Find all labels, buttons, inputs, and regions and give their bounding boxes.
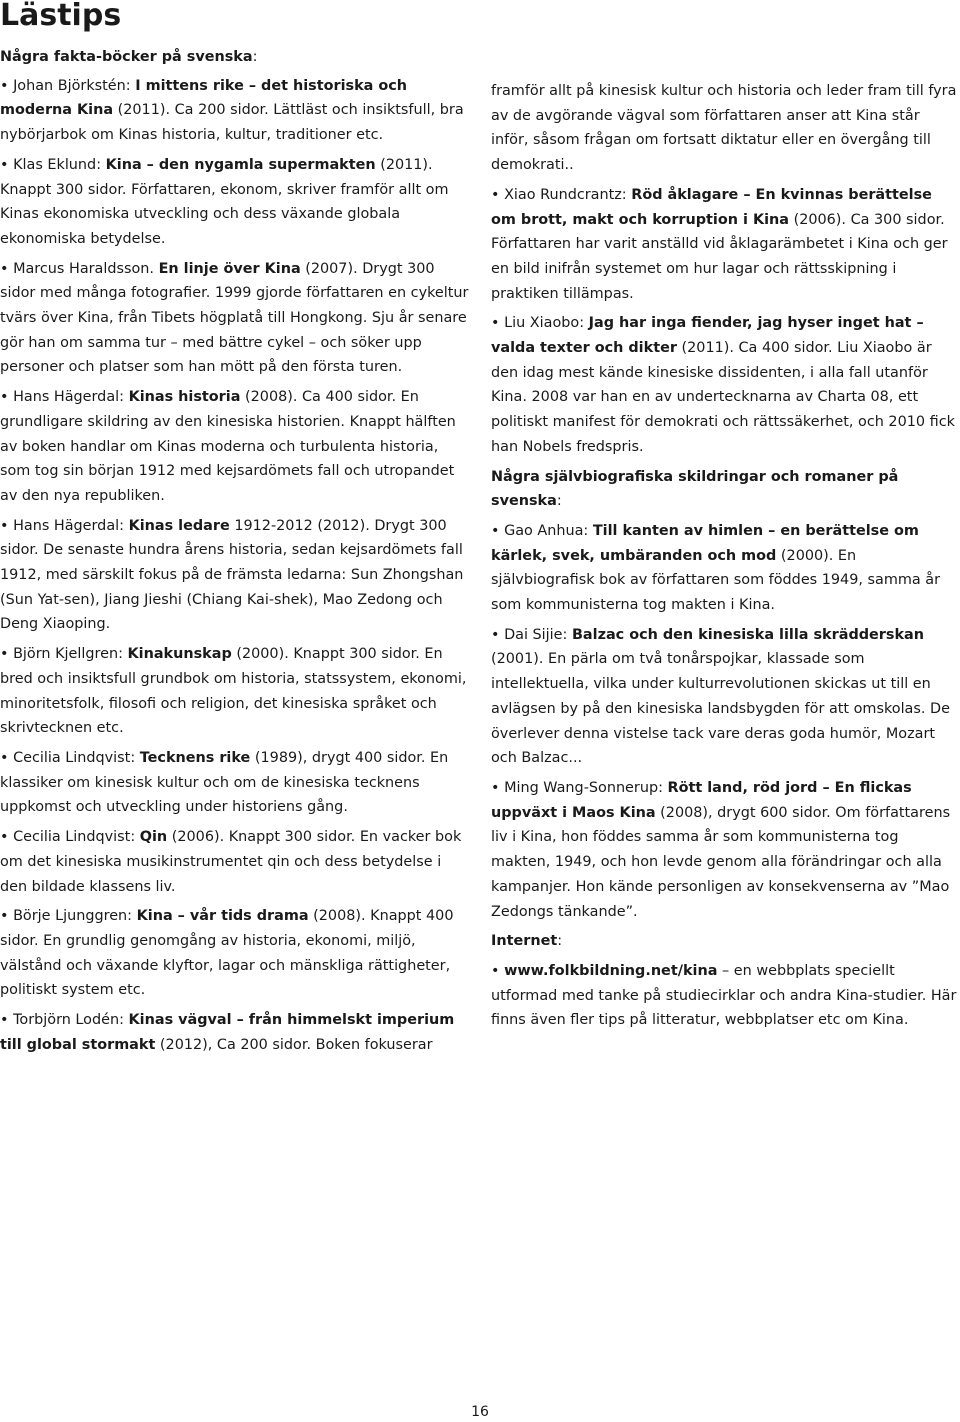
book-entry: • Cecilia Lindqvist: Tecknens rike (1989), drygt 400 sidor. En klassiker om kinesisk kultur och om de kinesiska tecknens uppkomst och utveckling under historiens gång. (0, 749, 449, 816)
continuation-text: framför allt på kinesisk kultur och historia och leder fram till fyra av de avgörande vägval som författaren anser att Kina står inför, såsom frågan om fortsatt diktatur eller en övergång till demokrati.. (491, 83, 957, 174)
book-entry: • Torbjörn Lodén: Kinas vägval – från himmelskt imperium till global stormakt (2012), Ca 200 sidor. Boken fokuserar (0, 1012, 455, 1053)
book-entry: • Cecilia Lindqvist: Qin (2006). Knappt 300 sidor. En vacker bok om det kinesiska musikinstrumentet qin och dess betydelse i den bildade klassens liv. (0, 829, 462, 895)
page-number: 16 (471, 1404, 489, 1420)
right-column (491, 79, 960, 1038)
book-entry: • Marcus Haraldsson. En linje över Kina (2007). Drygt 300 sidor med många fotografier. 1999 gjorde författaren en cykeltur tvärs över Kina, från Tibets högplatå till Hongkong. Sju år senare gör han om samma tur – med bättre cykel – och söker upp personer och platser som han mött på den första turen. (0, 260, 469, 376)
book-entry: • Hans Hägerdal: Kinas ledare 1912-2012 (2012). Drygt 300 sidor. De senaste hundra årens historia, sedan kejsardömets fall 1912, med särskilt fokus på de främsta ledarna: Sun Zhongshan (Sun Yat-sen), Jiang Jieshi (Chiang Kai-shek), Mao Zedong och Deng Xiaoping. (0, 517, 464, 633)
section-heading-memoirs: Några självbiografiska skildringar och romaner på svenska: (491, 468, 899, 510)
website-entry: • www.folkbildning.net/kina – en webbplats speciellt utformad med tanke på studiecirklar och andra Kina-studier. Här finns även fler tips på litteratur, webbplatser etc om Kina. (491, 962, 957, 1029)
book-entry: • Gao Anhua: Till kanten av himlen – en berättelse om kärlek, svek, umbäranden och mod (2000). En självbiografisk bok av författaren som föddes 1949, samma år som kommunisterna tog makten i Kina. (491, 522, 940, 614)
book-entry: • Hans Hägerdal: Kinas historia (2008). Ca 400 sidor. En grundligare skildring av den kinesiska historien. Knappt hälften av boken handlar om Kinas moderna och turbulenta historia, som tog sin början 1912 med kejsardömets fall och utropandet av den nya republiken. (0, 389, 456, 504)
book-entry: • Björn Kjellgren: Kinakunskap (2000). Knappt 300 sidor. En bred och insiktsfull grundbok om historia, statssystem, ekonomi, minoritetsfolk, filosofi och religion, det kinesiska språket och skrivtecknen etc. (0, 646, 467, 737)
website-link[interactable]: www.folkbildning.net/kina (504, 962, 718, 979)
book-entry: • Xiao Rundcrantz: Röd åklagare – En kvinnas berättelse om brott, makt och korruption i Kina (2006). Ca 300 sidor. Författaren har varit anställd vid åklagarämbetet i Kina och ger en bild inifrån systemet om hur lagar och rättsskipning i praktiken tillämpas. (491, 186, 948, 302)
book-entry: • Klas Eklund: Kina – den nygamla supermakten (2011). Knappt 300 sidor. Författaren, ekonom, skriver framför allt om Kinas ekonomiska utveckling och dess växande globala ekonomiska betydelse. (0, 156, 449, 247)
section-heading-facts: Några fakta-böcker på svenska: (0, 49, 258, 65)
book-entry: • Dai Sijie: Balzac och den kinesiska lilla skrädderskan (2001). En pärla om två tonårspojkar, klassade som intellektuella, vilka under kulturrevolutionen skickas ut till en avlägsen by på den kinesiska landsbygden för att omskolas. De överlever denna vistelse tack vare deras goda humör, Mozart och Balzac... (491, 626, 950, 767)
book-entry: • Liu Xiaobo: Jag har inga fiender, jag hyser inget hat – valda texter och dikter (2011). Ca 400 sidor. Liu Xiaobo är den idag mest kände kinesiske dissidenten, i alla fall utanför Kina. 2008 var han en av undertecknarna av Charta 08, ett politiskt manifest för demokrati och rättssäkerhet, och 2010 fick han Nobels fredspris. (491, 315, 955, 455)
page-title: Lästips (0, 0, 122, 33)
section-heading-internet: Internet: (491, 933, 563, 950)
left-column (0, 45, 470, 1062)
book-entry: • Ming Wang-Sonnerup: Rött land, röd jord – En flickas uppväxt i Maos Kina (2008), drygt 600 sidor. Om författarens liv i Kina, hon föddes samma år som kommunisterna tog makten, 1949, och hon levde genom alla förändringar och alla kampanjer. Hon kände personligen av konsekvenserna av ”Mao Zedongs tänkande”. (491, 779, 951, 920)
book-entry: • Börje Ljunggren: Kina – vår tids drama (2008). Knappt 400 sidor. En grundlig genomgång av historia, ekonomi, miljö, välstånd och växande klyftor, lagar och mänskliga rättigheter, politiskt system etc. (0, 908, 454, 999)
book-entry: • Johan Björkstén: I mittens rike – det historiska och moderna Kina (2011). Ca 200 sidor. Lättläst och insiktsfull, bra nybörjarbok om Kinas historia, kultur, traditioner etc. (0, 77, 464, 144)
